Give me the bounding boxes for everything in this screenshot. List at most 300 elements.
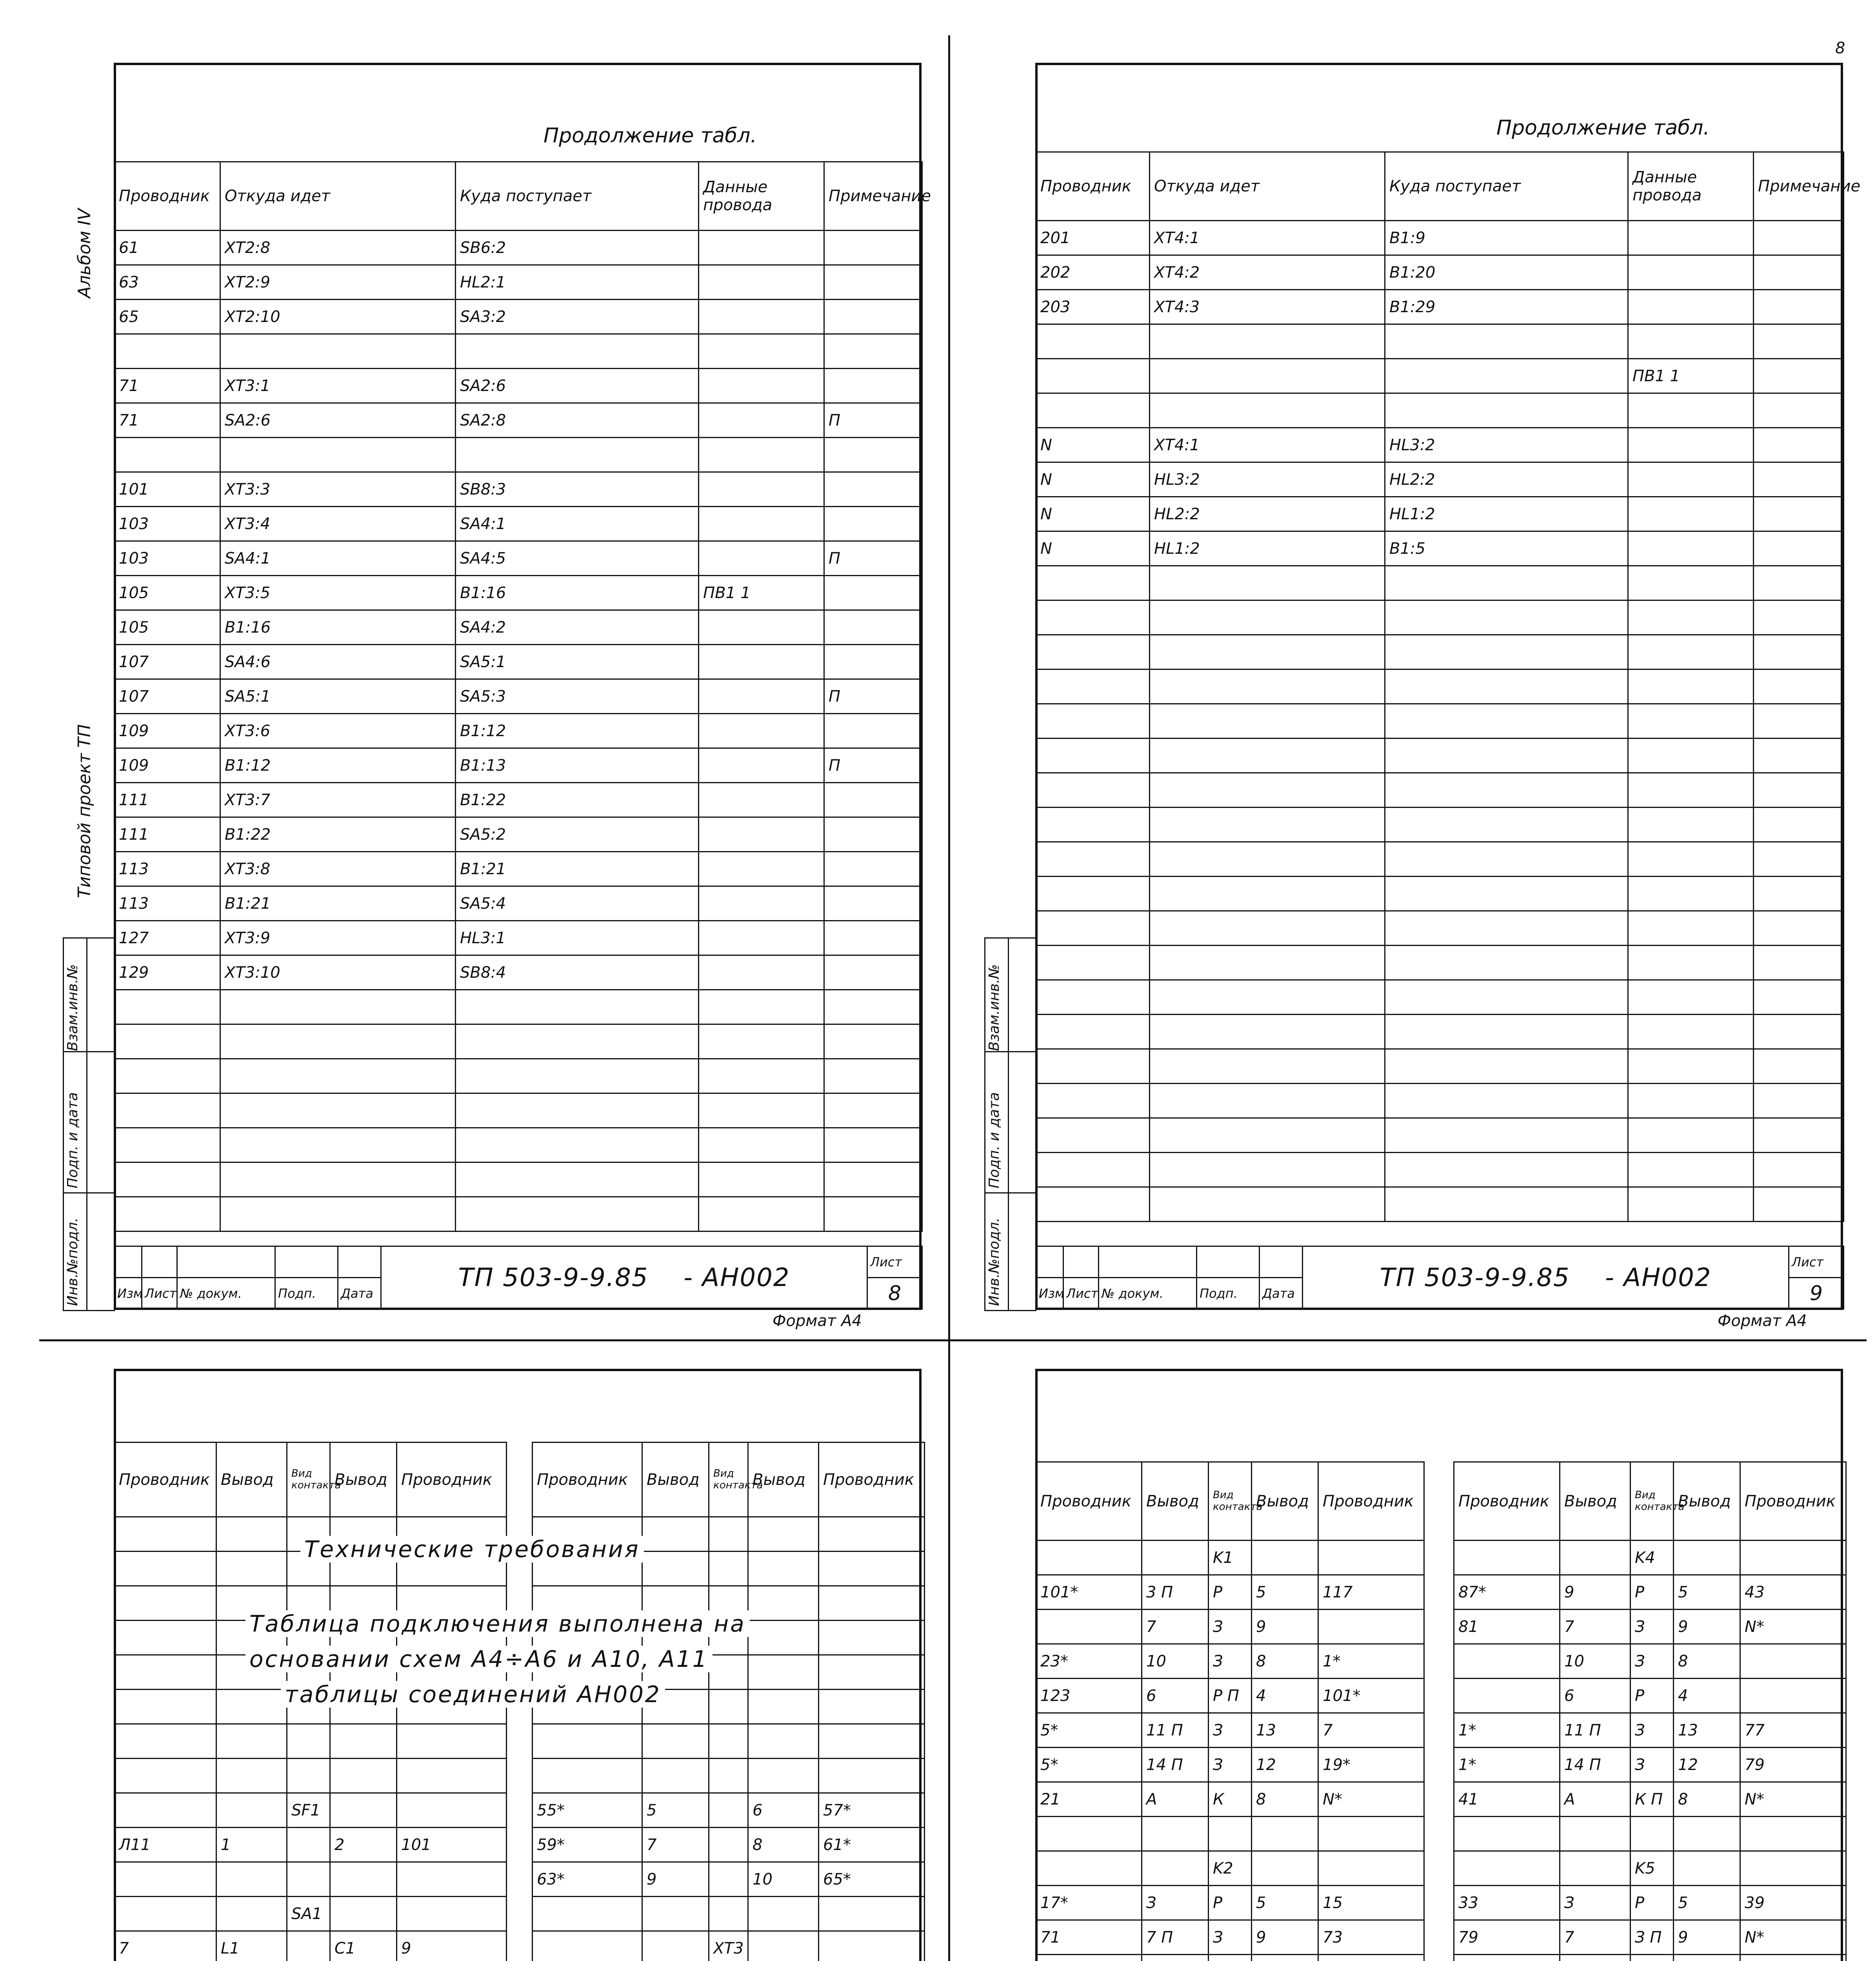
table-cell: XT3:7 [220,783,456,817]
table-cell: 5* [1036,1748,1142,1782]
table-cell: 65* [819,1862,925,1897]
col-header: Проводник [1454,1462,1560,1541]
table-cell [1385,566,1628,600]
table-cell [699,1093,824,1128]
table-cell: 7 [642,1828,709,1862]
table-cell [1628,911,1754,946]
table-cell [824,576,922,610]
table-cell [1454,1679,1560,1713]
table-cell [1036,980,1150,1015]
table-cell: 107 [115,679,220,714]
table-cell: 9 [1560,1575,1631,1610]
table-cell [748,1759,819,1793]
table-cell [1150,1015,1385,1049]
col-header: Откуда идет [220,162,456,231]
table-cell [819,1655,925,1690]
table-cell [699,1128,824,1162]
col-header: Вывод [1674,1462,1740,1541]
table-cell [1560,1817,1631,1851]
table-cell: 5* [1036,1713,1142,1748]
table-cell: 12 [1252,1748,1318,1782]
table-cell [1628,980,1754,1015]
table-cell: 201 [1036,221,1150,255]
conn-row [1036,1679,1424,1713]
side-inv: Инв.№подл. [986,1217,1002,1306]
side-vzam: Взам.инв.№ [65,964,81,1051]
table-cell [1036,359,1150,393]
conn-row [115,1862,507,1897]
table-cell [220,438,456,472]
table-cell: B1:22 [220,817,456,852]
table-cell: 202 [1036,255,1150,290]
continuation-title: Продолжение табл. [1496,116,1710,140]
table-cell: N [1036,462,1150,497]
table-cell [115,1128,220,1162]
table-cell [709,1552,748,1586]
table-cell [216,1690,287,1724]
stamp-9 [1035,1246,1844,1310]
table-cell: 65 [115,300,220,334]
wire-row [1036,497,1844,531]
table-cell: SA5:2 [456,817,699,852]
table-cell [824,472,922,507]
table-cell [287,1862,330,1897]
table-cell [824,921,922,955]
table-cell: SA4:1 [456,507,699,541]
table-cell [1142,1955,1209,1961]
table-cell [824,1059,922,1093]
table-cell: 203 [1036,290,1150,324]
table-cell: XT3:10 [220,955,456,990]
table-cell: SA1 [287,1897,330,1931]
table-cell [1318,1817,1424,1851]
wire-row [115,817,922,852]
col-header: Вывод [1142,1462,1209,1541]
table-cell [824,334,922,369]
conn-row [115,1724,507,1759]
table-cell: 11 П [1560,1713,1631,1748]
table-cell [220,1197,456,1232]
table-cell [819,1690,925,1724]
table-cell: B1:21 [220,886,456,921]
table-cell: 1* [1454,1713,1560,1748]
table-cell: 13 [1252,1713,1318,1748]
table-cell: XT4:2 [1150,255,1385,290]
table-cell [115,1024,220,1059]
conn-table-2-right [1453,1461,1847,1961]
table-cell: 101 [115,472,220,507]
conn-row [533,1862,925,1897]
table-cell [709,1655,748,1690]
table-cell: 19* [1318,1748,1424,1782]
table-cell [1036,600,1150,635]
conn-row [115,1828,507,1862]
wire-row [115,679,922,714]
table-cell [1454,1644,1560,1679]
table-cell: 4 [1252,1679,1318,1713]
table-cell [1036,842,1150,877]
table-cell [1150,842,1385,877]
table-cell [1150,566,1385,600]
table-cell [1150,1084,1385,1118]
side-vzam: Взам.инв.№ [986,964,1002,1051]
table-cell: Р [1631,1886,1674,1920]
table-cell [699,610,824,645]
table-cell [824,1128,922,1162]
table-cell [1740,1817,1846,1851]
wire-row [1036,566,1844,600]
table-cell [330,1793,397,1828]
table-cell: SF1 [287,1793,330,1828]
conn-row [1454,1782,1846,1817]
table-cell [1628,704,1754,739]
table-cell: 73 [1318,1920,1424,1955]
table-cell: SA5:3 [456,679,699,714]
table-cell [1560,1851,1631,1886]
table-cell: HL2:2 [1150,497,1385,531]
wire-row [115,231,922,265]
table-cell: XT3:4 [220,507,456,541]
wire-row [115,1197,922,1232]
col-header: Проводник [1036,1462,1142,1541]
table-cell [824,231,922,265]
table-cell [1150,669,1385,704]
table-cell [1754,221,1844,255]
sheet-number: 9 [1789,1278,1844,1309]
col-header: Вывод [330,1443,397,1517]
table-cell [748,1655,819,1690]
table-cell [456,1162,699,1197]
table-cell: З [1209,1920,1252,1955]
table-cell [216,1517,287,1552]
table-cell [824,852,922,886]
table-cell [699,748,824,783]
wire-row [1036,1118,1844,1153]
table-cell [1150,911,1385,946]
table-cell: XT3:3 [220,472,456,507]
table-cell [1628,842,1754,877]
table-cell: 9 [1252,1610,1318,1644]
table-cell [1036,1610,1142,1644]
table-cell [456,1197,699,1232]
table-cell [1036,1153,1150,1187]
table-cell [1150,808,1385,842]
conn-row [533,1759,925,1793]
table-cell [1754,1153,1844,1187]
table-cell [115,1197,220,1232]
table-cell [699,265,824,300]
table-cell [1385,1187,1628,1222]
wire-row [115,403,922,438]
wire-row [115,990,922,1024]
col-header: Проводник [1740,1462,1846,1541]
table-cell: C1 [330,1931,397,1961]
table-cell: K5 [1631,1851,1674,1886]
table-cell [1150,704,1385,739]
table-cell [699,369,824,403]
table-cell: HL1:2 [1385,497,1628,531]
table-cell [824,714,922,748]
wire-row [115,541,922,576]
table-cell [1150,739,1385,773]
table-cell [1318,1851,1424,1886]
conn-row [1454,1679,1846,1713]
table-cell [1385,1153,1628,1187]
table-cell [699,852,824,886]
table-cell: 10 [1142,1644,1209,1679]
table-cell: 57* [819,1793,925,1828]
table-cell [115,1759,216,1793]
table-cell [1385,669,1628,704]
table-cell [456,1128,699,1162]
table-cell: SA2:8 [456,403,699,438]
conn-table-2-left [1035,1461,1425,1961]
table-cell: 39 [1740,1886,1846,1920]
table-cell [1628,773,1754,808]
conn-row [1454,1644,1846,1679]
table-cell [1740,1541,1846,1575]
table-cell [824,300,922,334]
table-cell [709,1828,748,1862]
table-cell [1385,739,1628,773]
col-header: Вывод [1560,1462,1631,1541]
table-cell [1036,808,1150,842]
album-label: Альбом IV [75,208,95,298]
table-cell [748,1724,819,1759]
col-header: Вид контакта [709,1443,748,1517]
conn-row [1036,1782,1424,1817]
table-cell: N [1036,428,1150,462]
table-cell [330,1724,397,1759]
doc-code: - АН002 [684,1263,790,1292]
wire-row [1036,1084,1844,1118]
table-cell [216,1552,287,1586]
table-cell [1754,842,1844,877]
table-cell: SA2:6 [456,369,699,403]
table-cell: 113 [115,852,220,886]
table-cell: SA4:1 [220,541,456,576]
table-cell: XT2:10 [220,300,456,334]
table-cell [709,1793,748,1828]
table-cell: K2 [1209,1851,1252,1886]
doc-number: ТП 503-9-9.85 [458,1263,649,1292]
table-cell [819,1897,925,1931]
table-cell [1754,669,1844,704]
table-cell: 9 [1252,1920,1318,1955]
table-cell [533,1759,642,1793]
conn-row [1454,1713,1846,1748]
table-cell: 5 [1674,1575,1740,1610]
wire-row [115,1093,922,1128]
table-cell [1754,290,1844,324]
table-cell [1560,1955,1631,1961]
table-cell: З [1631,1610,1674,1644]
table-cell [1150,980,1385,1015]
table-cell [216,1793,287,1828]
table-cell [642,1517,709,1552]
table-cell: XT3:1 [220,369,456,403]
table-cell [1036,324,1150,359]
topnum: 8 [1835,39,1845,57]
table-cell: 7 [1318,1713,1424,1748]
table-cell [1385,1084,1628,1118]
table-cell: Л11 [115,1828,216,1862]
wire-row [115,300,922,334]
table-cell [1628,221,1754,255]
table-cell [1754,911,1844,946]
table-cell: 63* [533,1862,642,1897]
table-cell [1628,290,1754,324]
table-cell: 21 [1036,1782,1142,1817]
table-cell: HL3:2 [1385,428,1628,462]
table-cell [1150,877,1385,911]
table-cell [709,1897,748,1931]
table-cell: З П [1631,1920,1674,1955]
table-cell: 129 [115,955,220,990]
table-cell [1036,1118,1150,1153]
table-cell: B1:16 [456,576,699,610]
table-cell [699,1162,824,1197]
table-cell [115,1552,216,1586]
table-cell: 71 [1036,1920,1142,1955]
table-cell [1628,739,1754,773]
table-cell: А [1142,1782,1209,1817]
table-cell: 8 [748,1828,819,1862]
table-cell [1385,1118,1628,1153]
table-cell [1385,1015,1628,1049]
vertical-divider [948,35,950,1961]
conn-row [533,1793,925,1828]
tech-line-1: Таблица подключения выполнена на [245,1610,750,1637]
table-cell [1674,1817,1740,1851]
table-cell: SA5:1 [456,645,699,679]
table-cell: 13 [1674,1713,1740,1748]
stamp-8 [114,1246,923,1310]
table-cell: 2 [330,1828,397,1862]
wire-row [115,1059,922,1093]
table-cell: SB8:3 [456,472,699,507]
col-header: Вид контакта [1631,1462,1674,1541]
table-cell: 111 [115,783,220,817]
table-cell [819,1586,925,1621]
col-header: Вывод [216,1443,287,1517]
table-cell [1036,946,1150,980]
table-cell: К [1209,1782,1252,1817]
table-cell [1385,842,1628,877]
wire-row [1036,428,1844,462]
table-cell: Р [1631,1679,1674,1713]
table-cell [824,990,922,1024]
table-cell [1150,600,1385,635]
wire-row [1036,1153,1844,1187]
table-cell [1142,1541,1209,1575]
wire-row [115,472,922,507]
wire-row [115,1162,922,1197]
conn-row [1454,1541,1846,1575]
table-cell: 7 [1560,1610,1631,1644]
table-cell [824,783,922,817]
table-cell [115,1793,216,1828]
table-cell [824,1024,922,1059]
table-cell [1628,255,1754,290]
table-cell [1252,1541,1318,1575]
table-cell [642,1897,709,1931]
tech-title: Технические требования [300,1536,644,1563]
table-cell: З [1209,1713,1252,1748]
table-cell [1754,1049,1844,1084]
table-cell [115,1586,216,1621]
table-cell: XT3 [709,1931,748,1961]
conn-row [1454,1886,1846,1920]
table-cell [1036,773,1150,808]
table-cell [824,886,922,921]
table-cell: 101 [397,1828,507,1862]
table-cell [1385,911,1628,946]
table-cell: 7 П [1142,1920,1209,1955]
table-cell: 127 [115,921,220,955]
table-cell [1036,1187,1150,1222]
table-cell [1754,1118,1844,1153]
table-cell [1385,600,1628,635]
table-cell: 109 [115,748,220,783]
table-cell [1036,566,1150,600]
table-cell: К П [1631,1782,1674,1817]
wire-row [1036,980,1844,1015]
table-cell [1036,739,1150,773]
table-cell [824,645,922,679]
table-cell: HL3:2 [1150,462,1385,497]
table-cell: SA2:6 [220,403,456,438]
table-cell: 7 [1142,1610,1209,1644]
table-cell: 17* [1036,1886,1142,1920]
wire-row [1036,808,1844,842]
stamp-col: Подп. [1197,1278,1260,1309]
table-cell: 111 [115,817,220,852]
table-cell: 101* [1036,1575,1142,1610]
conn-row [1036,1817,1424,1851]
col-header: Вид контакта [287,1443,330,1517]
side-podp: Подп. и дата [986,1092,1002,1188]
col-header: Проводник [533,1443,642,1517]
col-header: Откуда идет [1150,152,1385,221]
table-cell [115,334,220,369]
table-cell [115,1862,216,1897]
conn-row [115,1897,507,1931]
col-header: Примечание [1754,152,1844,221]
table-cell: Р [1209,1886,1252,1920]
table-cell: 9 [642,1862,709,1897]
table-cell [216,1862,287,1897]
table-cell [748,1517,819,1552]
table-cell [1754,393,1844,428]
table-cell: 23* [1036,1644,1142,1679]
table-cell: 79 [1454,1920,1560,1955]
table-cell [709,1862,748,1897]
table-cell: ПВ1 1 [699,576,824,610]
project-label: Типовой проект ТП [75,724,95,898]
conn-row [115,1931,507,1961]
table-cell: 1* [1318,1644,1424,1679]
table-cell [1740,1851,1846,1886]
table-cell: SB6:2 [456,231,699,265]
table-cell [699,1024,824,1059]
table-cell [699,783,824,817]
table-cell: N* [1318,1782,1424,1817]
table-cell [1252,1955,1318,1961]
table-cell [748,1621,819,1655]
table-cell [1754,980,1844,1015]
table-cell: 6 [748,1793,819,1828]
